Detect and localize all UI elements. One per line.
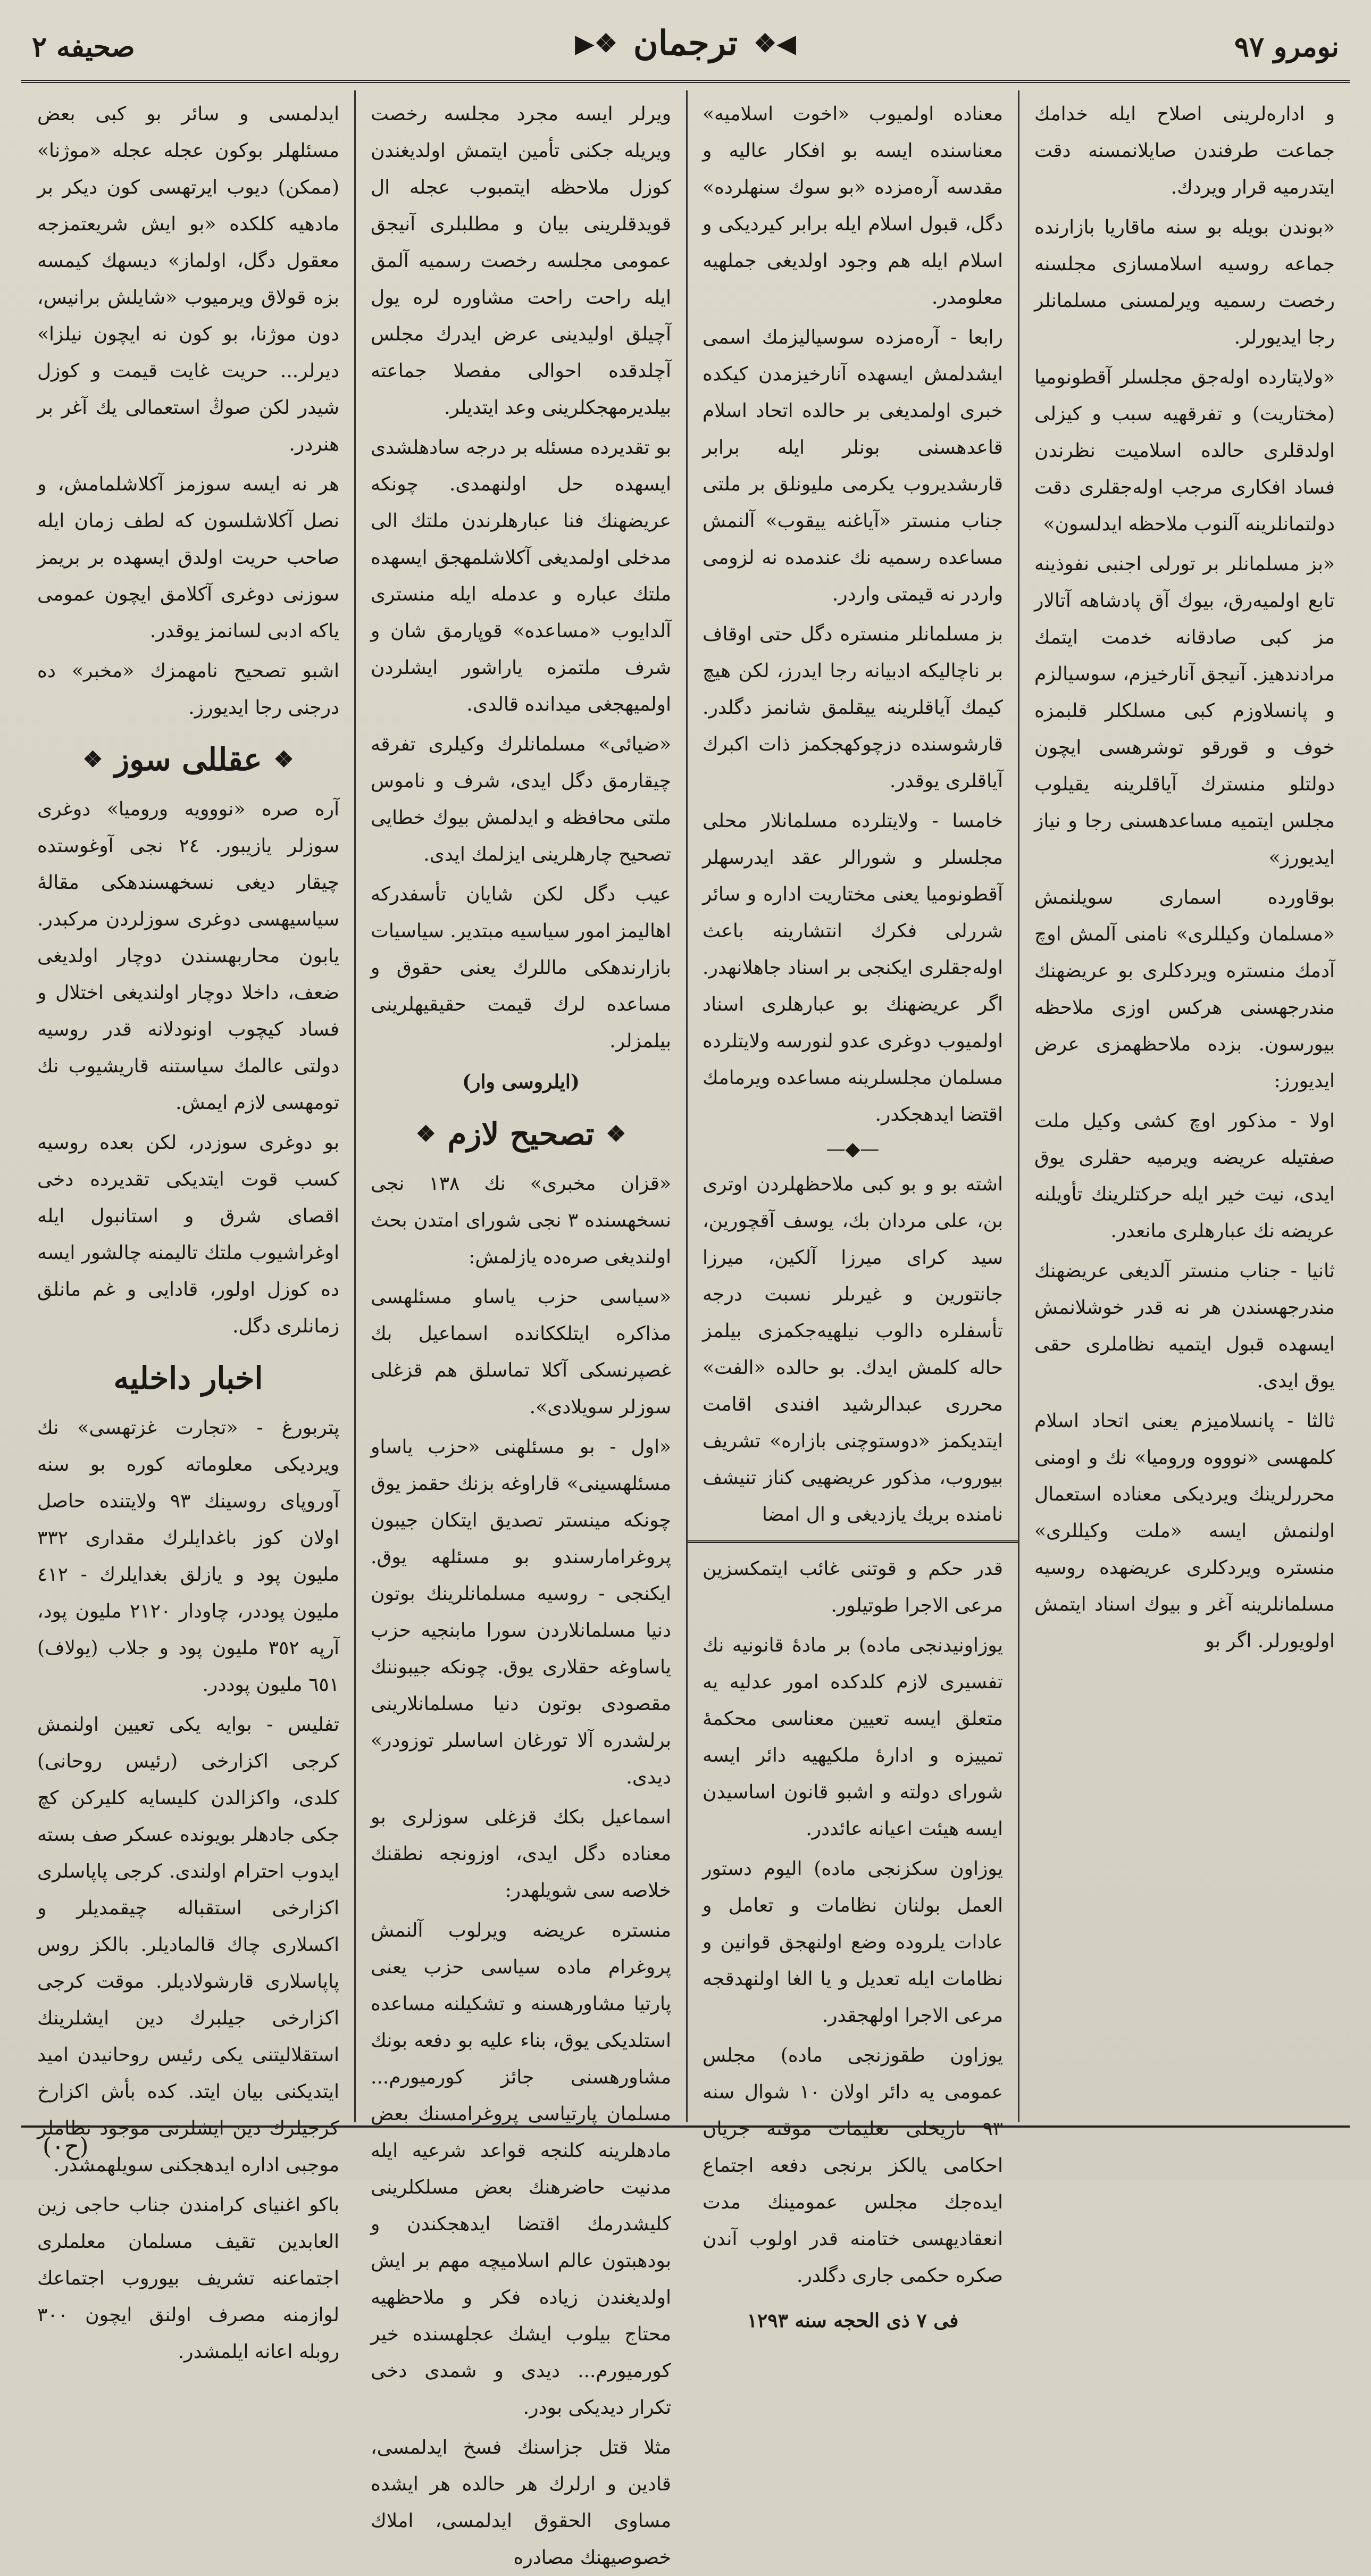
paragraph: باكو اغنياى كرامندن جناب حاجى زين العابدين تقيف مسلمان معلملرى اجتماعنه تشريف بيوروب اجتماعك لوازمنه مصرف اولنق ايچون ٣٠٠ روبله اعانه ايلمشدر. <box>37 2194 339 2363</box>
newspaper-title-text: ترجمان <box>633 23 738 63</box>
column-1 <box>1018 90 1350 2122</box>
ornament-icon: ◀❖ <box>754 28 797 59</box>
ornament-icon: ❖ <box>415 1121 436 1147</box>
bottom-rule <box>21 2125 1350 2128</box>
paragraph: «بوندن بويله بو سنه ماقاريا بازارنده جماعه روسيه اسلامسازى مجلسنه رخصت رسميه ويرلمسنى مسلمانلر رجا ايديورلر. <box>1034 216 1335 348</box>
paragraph: ثالثا - پانسلاميزم يعنى اتحاد اسلام كلمهسى «نوووه وروميا» نك و اومنى محررلرينك ويرديكى معناده استعمال اولنمش ايسه «ملت وكيللرى» منستره ويردكلرى عريضهده روسيه مسلمانلرينه آغر و بيوك اسناد ايتمش اولويورلر. اگر بو <box>1034 1410 1335 1652</box>
paragraph: خامسا - ولايتلرده مسلمانلار محلى مجلسلر و شورالر عقد ايدرسهلر آقطونوميا يعنى مختاريت اداره و سائر شررلى فكرك انتشارينه باعث اولەجقلرى ايكنجى بر اسناد جاهلانهدر. اگر عريضهنك بو عبارهلرى اسناد اولميوب دوغرى عدو لنورسه ولايتلرده مسلمان مجلسلرينه مساعده ويرمامك اقتضا ايدهجكدر. <box>703 810 1003 1126</box>
section-heading <box>37 736 339 783</box>
ornament-icon: ❖ <box>82 746 103 772</box>
heading-text: اخبار داخليه <box>113 1360 263 1396</box>
ornament-icon: ❖▶ <box>574 28 617 59</box>
paragraph: بو تقديرده مسئله بر درجه سادهلشدى ايسهده حل اولنهمدى. چونكه عريضهنك فنا عبارهلرندن ملتك الى مدخلى اولمديغى آكلاشلمهجق ايسهده ملتك عباره و عدمله ايله منسترى آلدايوب «مساعده» قوپارمق شان و شرف ملتمزه ياراشور ايشلردن اولميهجغى ميدانده قالدى. <box>371 437 671 715</box>
double-rule <box>688 1540 1018 1543</box>
heading-text: عقللى سوز <box>114 741 262 778</box>
paragraph: پتربورغ - «تجارت غزتهسى» نك ويرديكى معلوماته كوره بو سنه آوروپاى روسينك ٩٣ ولايتنده حاصل اولان كوز باغدايلرك مقدارى ٣٣٢ مليون پود و يازلق بغدايلرك - ٤١٢ مليون پوددر، چاودار ٢١٢٠ مليون پود، آرپه ٣٥٢ مليون پود و جلاب (يولاف) ٦٥١ مليون پوددر. <box>37 1417 340 1696</box>
paragraph: اولا - مذكور اوچ كشى وكيل ملت صفتيله عريضه ويرمیه حقلرى يوق ايدى، نيت خير ايله حركتلرينك تأويلنه عريضه نك عبارهلرى مانعدر. <box>1034 1110 1335 1242</box>
paragraph: ثانيا - جناب منستر آلديغى عريضهنك مندرجهسندن هر نه قدر خوشلانمش ايسهده قبول ايتمیه نظاملرى حقى يوق ايدى. <box>1034 1260 1335 1392</box>
masthead <box>21 21 1350 80</box>
paragraph: «بز مسلمانلر بر تورلى اجنبى نفوذينه تابع اولميەرق، بيوك آق پادشاهه آتالار مز كبى صادقانه خدمت ايتمك مرادندهيز. آنيجق آنارخيزم، سوسيالزم و پانسلاوزم كبى مسلكلر قلبمزه خوف و قورقو توشرهسى ايچون دولتلو منسترك آياقلرينه يقيلوب مجلس ايتمیه مساعدهسنى رجا و نياز ايديورز» <box>1034 553 1335 869</box>
paragraph: بو دوغرى سوزدر، لكن بعده روسيه كسب قوت ايتديكى تقديرده دخى اقصاى شرق و استانبول ايله اوغراشيوب ملتك تاليمنه چالشور ايسه ده كوزل اولور، قادايى و غم مانلق زمانلرى دگل. <box>37 1132 339 1337</box>
page-number: صحيفه ٢ <box>32 31 135 63</box>
paragraph: اشبو تصحيح نامهمزك «مخبر» ده درجنى رجا ايديورز. <box>37 660 339 719</box>
footer-mark: (ح٠) <box>43 2133 89 2160</box>
newspaper-title <box>575 23 796 63</box>
paragraph: هر نه ايسه سوزمز آكلاشلمامش، و نصل آكلاشلسون كه لطف زمان ايله صاحب حريت اولدق ايسهده بر بريمز سوزنى دوغرى آكلامق ايچون عمومى ياكه ادبى لسانمز يوقدر. <box>37 473 339 642</box>
paragraph: معناده اولميوب «اخوت اسلاميه» معناسنده ايسه بو افكار عاليه و مقدسه آرەمزده «بو سوك سنهلرده» دگل، قبول اسلام ايله برابر كيرديكى و اسلام ايله هم وجود اولديغى جملهيه معلومدر. <box>703 103 1003 309</box>
paragraph: «ضيائى» مسلمانلرك وكيلرى تفرقه چيقارمق دگل ايدى، شرف و ناموس ملتى محافظه و ايدلمش بيوك خطايى تصحيح چارهلرينى ايزلمك ايدى. <box>371 733 671 865</box>
paragraph: و ادارەلرينى اصلاح ايله خدامك جماعت طرفندن صايلانمسنه دقت ايتدرمیه قرار ويردك. <box>1034 103 1335 198</box>
paragraph: تفليس - بوايه يكى تعيين اولنمش كرجى اكزارخى (رئيس روحانى) كلدى، واكزالدن كليسايه كليركن كچ جكى جادهلر بويونده عسكر صف بسته ايدوب احترام اولندى. كرجى پاپاسلرى اكزارخى استقباله چيقمديلر و اكسلارى چاك قالماديلر. بالكز روس پاپاسلارى قارشولاديلر. موقت كرجى اكزارخى جيلبرك دين ايشلرينك استقلاليتنى يكى رئيس روحانيدن اميد ايتديكنى بيان ايتد. كده بأش اكزارخ كرجيلرك دين ايشلرنى موجود نظاملر موجبى اداره ايدهجكنى سويلهمشدر. <box>37 1714 339 2176</box>
paragraph: «ولايتارده اولەجق مجلسلر آقطونوميا (مختاريت) و تفرقهيه سبب و كيزلى اولدقلرى حالده اسلاميت نظرندن فساد افكارى مرجب اولەجقلرى دقت دولتمانلرينه آلنوب ملاحظه ايدلسون» <box>1034 366 1335 535</box>
issue-number: نومرو ۹۷ <box>1234 31 1339 63</box>
paragraph: اسماعيل بكك قزغلى سوزلرى بو معناده دگل ايدى، اوزونجه نطقنك خلاصه سى شويلهدر: <box>371 1806 671 1902</box>
continued-note: (ايلروسى وار) <box>462 1071 580 1093</box>
paragraph: مثلا قتل جزاسنك فسخ ايدلمسى، قادين و ارلرك هر حالده هر ايشده مساوى الحقوق ايدلمسى، املاك خصوصيهنك مصادره <box>371 2437 671 2569</box>
section-heading <box>37 1354 339 1402</box>
paragraph: عيب دگل لكن شايان تأسفدركه اهاليمز امور سياسيه مبتدير. سياسيات بازارندهكى ماللرك يعنى حقوق و مساعده لرك قيمت حقيقيهلرينى بيلمزلر. <box>371 883 671 1052</box>
section-heading <box>371 1110 671 1158</box>
paragraph: ويرلر ايسه مجرد مجلسه رخصت ويريله جكنى تأمين ايتمش اولديغندن كوزل ملاحظه ايتمبوب عجله ال قويدقلرينى بيان و مطلبلرى آنيجق عمومى مجلسه رخصت رسميه آلمق ايله راحت راحت مشاوره لره يول آچيلق اوليدينى عرض ايدرك مجلس آچلدقده احوالى مفصلا جماعته بيلديرمهجكلرينى وعد ايتديلر. <box>371 103 671 419</box>
paragraph: يوزاونيدنجى ماده) بر مادهٔ قانونيه نك تفسيرى لازم كلدكده امور عدليه يه متعلق ايسه تعيين معناسى محكمهٔ تمييزه و ادارهٔ ملكيهيه دائر ايسه شوراى دولته و اشبو قانون اساسيدن ايسه هيئت اعيانه عائددر. <box>703 1635 1003 1840</box>
column-2 <box>686 90 1018 2332</box>
section-separator: —◆— <box>826 1138 880 1160</box>
paragraph: «اول - بو مسئلهنى «حزب ياساو مسئلهسينى» قاراوغه بزنك حقمز يوق چونكه مينستر تصديق ايتكان جيبون پروغرامارسندو بو مسئلهه يوق. ايكنجى - روسيه مسلمانلرينك بوتون دنيا مسلمانلاردن سورا مابنجيه حزب ياساوغه حقلارى يوق. چونكه جيبوننك مقصودى بوتون دنيا مسلمانلارينى برلشدره آلا تورغان اساسلر توزودر» ديدى. <box>371 1436 671 1788</box>
ornament-icon: ❖ <box>273 746 294 772</box>
masthead-rule <box>21 80 1350 83</box>
paragraph: ايدلمسى و سائر بو كبى بعض مسئلهلر بوكون عجله عجله «موژنا» (ممكن) ديوب ايرتهسى كون ديكر بر مادهيه كلكده «بو ايش شريعتمزجه معقول دگل، اولماز» ديسهك كيمسه بزه قولاق ويرميوب «شايلش برانيس، دون موژنا، بو كون نه ايچون نيلزا» ديرلر... حريت غايت قيمت و كوزل شيدر لكن صوڭ استعمالى يك آغر بر هنردر. <box>37 103 339 455</box>
paragraph: «سياسى حزب ياساو مسئلهسى مذاكره ايتلككانده اسماعيل بك غصپرنسكى آكلا تماسلق هم قزغلى سوزلر سويلادى». <box>371 1286 671 1418</box>
paragraph: بوقاورده اسمارى سويلنمش «مسلمان وكيللرى» نامنى آلمش اوچ آدمك منستره ويردكلرى بو عريضهنك مندرجهسنى هركس اوزى ملاحظه بيورسون. بزده ملاحظهمزى عرض ايديورز: <box>1034 887 1335 1092</box>
column-3 <box>354 90 686 2569</box>
paragraph: قدر حكم و قوتنى غائب ايتمكسزين مرعى الاجرا طوتيلور. <box>703 1558 1003 1616</box>
paragraph: يوزاون سكزنجى ماده) اليوم دستور العمل بولنان نظامات و تعامل و عادات يلروده وضع اولنهجق قوانين و نظامات ايله تعديل و يا الغا اولنهدقجه مرعى الاجرا اولهجقدر. <box>703 1858 1003 2027</box>
paragraph: يوزاون طقوزنجى ماده) مجلس عمومى يه دائر اولان ١٠ شوال سنه ٩٣ تاريخلى تعليمات موقته جريان احكامى يالكز برنجى دفعه اجتماع ايدەجك مجلس عمومينك مدت انعقاديهسى ختامنه قدر اولوب آندن صكره حكمى جارى دگلدر. <box>703 2045 1004 2287</box>
paragraph: «قزان مخبرى» نك ١٣٨ نجى نسخهسنده ٣ نجى شوراى امتدن بحث اولنديغى صرەده يازلمش: <box>371 1173 672 1268</box>
ornament-icon: ❖ <box>606 1121 626 1147</box>
heading-text: تصحيح لازم <box>447 1116 595 1152</box>
paragraph: رابعا - آرەمزده سوسياليزمك اسمى ايشدلمش ايسهده آنارخيزمدن كيكده خبرى اولمديغى بر حالده اتحاد اسلام قاعدهسنى بونلر ايله برابر قارىشديروب يكرمى مليونلق بر ملتى جناب منستر «آياغنه ييقوب» آلنمش مساعده رسميه نك عندمده نه لزومى واردر نه قيمتى واردر. <box>703 327 1003 605</box>
paragraph: اشته بو و بو كبى ملاحظهلردن اوترى بن، على مردان بك، يوسف آقچورين، سيد كراى ميرزا آلكين، ميرزا جانتورين و غيرىلر نسبت درجه تأسفلره دالوب نيلهيەجكمزى بيلمز حاله كلمش ايدك. بو حالده «الفت» محررى عبدالرشيد افندى اقامت ايتديكمز «دوستوچنى بازاره» تشريف بيوروب، مذكور عريضهيى كناز تنيشف نامنده بريك يازديغى و ال امضا <box>703 1173 1003 1525</box>
dateline: فى ٧ ذى الحجه سنه ١٢٩٣ <box>747 2310 959 2332</box>
paragraph: آره صره «نووويه وروميا» دوغرى سوزلر يازيبور. ٢٤ نجى آوغوستده چيقار ديغى نسخهسندهكى مقالهٔ سياسيهسى دوغرى سوزلردن مركبدر. يابون محاربهسندن دوچار اولديغى ضعف، داخلا دوچار اولنديغى اختلال و فساد كيچوب اونودلانه قدر روسيه دولتى عالمك سياستنه قاريشيوب نك تومهسى لازم ايمش. <box>37 798 339 1114</box>
paragraph: منستره عريضه ويرلوب آلنمش پروغرام ماده سياسى حزب يعنى پارتيا مشاورهسنه و تشكيلنه مساعده استلديكى يوق، بناء عليه بو دفعه بونك مشاورهسنى جائز كورميورم... مسلمان پارتياسى پروغرامسنك بعض مادهلرينه كلنجه قواعد شرعيه ايله مدنيت حاضرهنك بعض مسلكلرينى كليشدرمك اقتضا ايدهجكندن و بودهبتون عالم اسلاميچه مهم بر ايش اولديغندن زياده فكر و ملاحظهيه محتاج بيلوب ايشك عجلهسنده خير كورميورم... ديدى و شمدى دخى تكرار ديديكى بودر. <box>371 1920 671 2419</box>
paragraph: بز مسلمانلر منستره دگل حتى اوقاف بر ناچاليكه ادبيانه رجا ايدرز، لكن هيچ كيمك آياقلرينه ييقلمق شانمز دگلدر. قارشوسنده دزچوكهجكمز ذات اكبرك آياقلرى يوقدر. <box>703 623 1003 792</box>
